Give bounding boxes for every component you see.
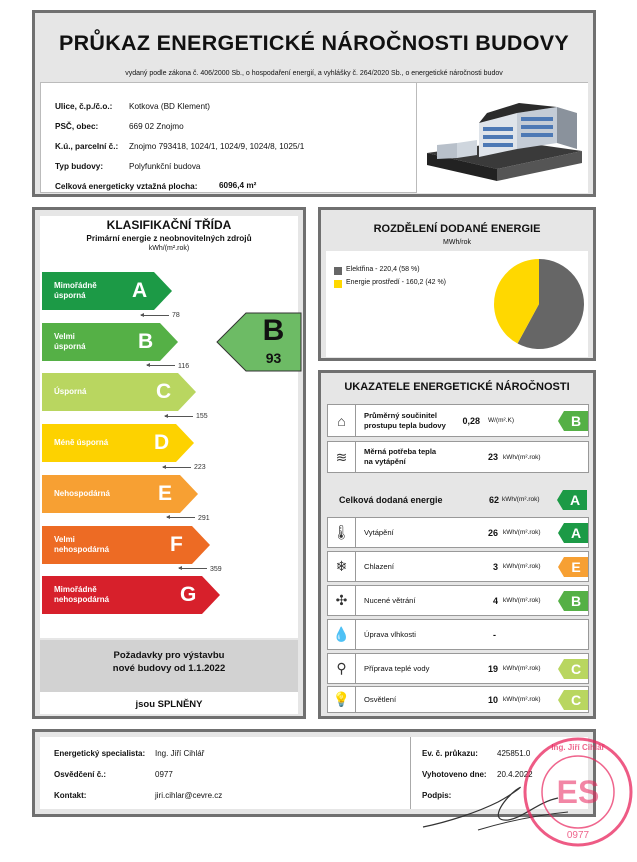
indicator-row bbox=[327, 517, 589, 548]
legend-environment: Energie prostředí - 160,2 (42 %) bbox=[346, 279, 446, 286]
area-label: Celková energeticky vztažná plocha: bbox=[55, 182, 198, 191]
class-threshold: 155 bbox=[165, 413, 208, 420]
svg-text:ES: ES bbox=[556, 774, 600, 810]
class-label: Nehospodárná bbox=[54, 488, 111, 498]
requirement-result: jsou SPLNĚNY bbox=[135, 699, 203, 710]
issued-value: 20.4.2022 bbox=[497, 770, 533, 779]
class-letter: E bbox=[158, 481, 173, 505]
indicator-value: 4 bbox=[492, 595, 498, 606]
class-bar-a bbox=[42, 272, 173, 310]
class-threshold: 223 bbox=[163, 464, 206, 471]
indicator-value: 0,28 bbox=[462, 415, 480, 426]
distribution-panel bbox=[318, 207, 596, 361]
type-label: Typ budovy: bbox=[55, 162, 104, 171]
indicator-value: - bbox=[493, 629, 496, 640]
class-bar-f bbox=[42, 526, 211, 564]
distribution-unit: MWh/rok bbox=[443, 239, 471, 246]
faucet-icon: ⚲ bbox=[328, 654, 356, 683]
issued-label: Vyhotoveno dne: bbox=[422, 770, 487, 779]
indicator-value: 3 bbox=[492, 561, 498, 572]
indicator-name: Průměrný součinitel prostupu tepla budovy bbox=[364, 410, 446, 430]
class-bar-b bbox=[42, 323, 179, 361]
indicator-class-letter: A bbox=[570, 524, 582, 541]
cert-value: 0977 bbox=[155, 770, 173, 779]
indicator-value: 23 bbox=[487, 452, 498, 462]
result-class-value: 93 bbox=[265, 350, 282, 366]
indicator-unit: kWh/(m².rok) bbox=[503, 529, 541, 536]
class-letter: B bbox=[138, 329, 154, 353]
legend-swatch-electricity bbox=[334, 267, 342, 275]
class-bar-g bbox=[42, 576, 221, 614]
class-letter: D bbox=[154, 431, 170, 455]
indicator-class-letter: E bbox=[571, 558, 581, 575]
legend-electricity: Elektřina - 220,4 (58 %) bbox=[346, 266, 420, 273]
indicator-class-badge bbox=[558, 591, 588, 611]
type-value: Polyfunkční budova bbox=[129, 162, 201, 171]
contact-label: Kontakt: bbox=[54, 791, 87, 800]
indicator-row bbox=[327, 404, 589, 437]
indicator-name: Měrná potřeba tepla na vytápění bbox=[364, 447, 437, 466]
indicator-row bbox=[327, 653, 589, 684]
result-class-badge bbox=[216, 312, 302, 372]
indicator-value: 10 bbox=[487, 694, 498, 705]
legend-swatch-environment bbox=[334, 280, 342, 288]
distribution-chart-area bbox=[326, 251, 588, 357]
classification-unit: kWh/(m².rok) bbox=[148, 245, 190, 252]
indicator-class-badge bbox=[558, 411, 588, 431]
specialist-stamp bbox=[522, 736, 634, 848]
indicator-value: 19 bbox=[487, 663, 498, 674]
indicator-value: 26 bbox=[487, 527, 498, 538]
indicator-name: Chlazení bbox=[364, 561, 394, 571]
indicator-row bbox=[327, 619, 589, 650]
indicator-class-badge bbox=[558, 659, 588, 679]
class-label: Velmi úsporná bbox=[54, 331, 86, 351]
building-icon bbox=[417, 83, 589, 193]
class-threshold: 78 bbox=[141, 312, 180, 319]
classification-title: KLASIFIKAČNÍ TŘÍDA bbox=[106, 218, 232, 232]
psc-value: 669 02 Znojmo bbox=[129, 122, 184, 131]
lightbulb-icon: 💡 bbox=[328, 687, 356, 712]
snowflake-icon: ❄ bbox=[328, 552, 356, 581]
indicator-name: Příprava teplé vody bbox=[364, 663, 430, 673]
area-value: 6096,4 m² bbox=[219, 181, 257, 190]
thermometer-icon: 🌡 bbox=[328, 518, 356, 547]
ev-label: Ev. č. průkazu: bbox=[422, 749, 478, 758]
class-threshold: 116 bbox=[147, 363, 189, 370]
indicator-value: 62 bbox=[488, 494, 499, 505]
ku-value: Znojmo 793418, 1024/1, 1024/9, 1024/8, 1025/1 bbox=[129, 142, 305, 151]
class-label: Mimořádně nehospodárná bbox=[54, 585, 110, 605]
indicator-unit: kWh/(m².rok) bbox=[503, 696, 541, 703]
indicator-name: Vytápění bbox=[364, 527, 394, 537]
indicator-class-letter: A bbox=[569, 491, 581, 508]
header-panel bbox=[32, 10, 596, 197]
indicator-row bbox=[327, 485, 589, 514]
class-label: Velmi nehospodárná bbox=[54, 534, 110, 554]
class-threshold: 359 bbox=[179, 566, 222, 573]
indicator-class-badge bbox=[558, 523, 588, 543]
class-label: Úsporná bbox=[54, 387, 87, 397]
indicators-title: UKAZATELE ENERGETICKÉ NÁROČNOSTI bbox=[344, 381, 570, 393]
class-label: Mimořádně úsporná bbox=[54, 281, 97, 300]
distribution-title: ROZDĚLENÍ DODANÉ ENERGIE bbox=[373, 223, 541, 235]
sign-label: Podpis: bbox=[422, 791, 452, 800]
class-bar-d bbox=[42, 424, 195, 462]
indicator-class-letter: C bbox=[570, 691, 582, 708]
class-letter: F bbox=[170, 532, 183, 556]
street-label: Ulice, č.p./č.o.: bbox=[55, 102, 113, 111]
requirement-line1: Požadavky pro výstavbu bbox=[113, 650, 225, 661]
indicator-name: Celková dodaná energie bbox=[339, 494, 443, 505]
class-letter: C bbox=[156, 380, 172, 404]
ev-value: 425851.0 bbox=[497, 749, 531, 758]
page-subtitle: vydaný podle zákona č. 406/2000 Sb., o hospodaření energií, a vyhlášky č. 264/2020 Sb., o energetické náročnosti budov bbox=[125, 70, 503, 77]
indicator-unit: kWh/(m².rok) bbox=[502, 496, 540, 503]
indicator-row bbox=[327, 585, 589, 616]
indicator-class-letter: B bbox=[570, 412, 582, 429]
indicator-unit: W/(m².K) bbox=[488, 417, 514, 424]
building-illustration bbox=[416, 83, 588, 193]
psc-label: PSČ, obec: bbox=[55, 122, 99, 131]
classification-panel bbox=[32, 207, 306, 719]
indicator-row bbox=[327, 686, 589, 713]
house-envelope-icon: ⌂ bbox=[328, 405, 356, 436]
indicator-class-badge bbox=[558, 557, 588, 577]
specialist-value: Ing. Jiří Cihlář bbox=[155, 749, 205, 758]
fan-icon: ✣ bbox=[328, 586, 356, 615]
indicator-row bbox=[327, 441, 589, 473]
requirement-box bbox=[40, 640, 298, 692]
indicator-unit: kWh/(m².rok) bbox=[503, 665, 541, 672]
humidity-icon: 💧 bbox=[328, 620, 356, 649]
requirement-result-box bbox=[40, 692, 298, 714]
svg-text:0977: 0977 bbox=[566, 830, 590, 841]
indicator-class-badge bbox=[558, 690, 588, 710]
class-threshold: 291 bbox=[167, 515, 210, 522]
street-value: Kotkova (BD Klement) bbox=[129, 102, 210, 111]
indicator-unit: kWh/(m².rok) bbox=[503, 453, 541, 461]
class-letter: G bbox=[180, 583, 197, 607]
address-box bbox=[40, 82, 588, 193]
distribution-pie bbox=[493, 258, 585, 350]
indicator-class-letter: B bbox=[570, 592, 582, 609]
svg-text:Ing. Jiří Cihlář: Ing. Jiří Cihlář bbox=[551, 743, 605, 752]
indicator-unit: kWh/(m².rok) bbox=[503, 563, 541, 570]
indicator-unit: kWh/(m².rok) bbox=[503, 597, 541, 604]
indicator-name: Úprava vlhkosti bbox=[364, 629, 416, 639]
indicator-row bbox=[327, 551, 589, 582]
class-letter: A bbox=[132, 279, 148, 302]
cert-label: Osvědčení č.: bbox=[54, 770, 107, 779]
ku-label: K.ú., parcelní č.: bbox=[55, 142, 119, 151]
result-class-letter: B bbox=[262, 314, 285, 347]
class-bar-c bbox=[42, 373, 197, 411]
contact-value: jiri.cihlar@cevre.cz bbox=[155, 791, 223, 800]
classification-subtitle: Primární energie z neobnovitelných zdrojů bbox=[86, 234, 252, 243]
indicator-class-letter: C bbox=[570, 660, 582, 677]
requirement-line2: nové budovy od 1.1.2022 bbox=[112, 663, 226, 674]
specialist-label: Energetický specialista: bbox=[54, 749, 146, 758]
page-title: PRŮKAZ ENERGETICKÉ NÁROČNOSTI BUDOVY bbox=[58, 31, 570, 55]
class-bar-e bbox=[42, 475, 199, 513]
heat-demand-icon: ≋ bbox=[328, 442, 356, 472]
indicators-panel bbox=[318, 370, 596, 719]
indicator-class-badge bbox=[557, 490, 587, 510]
footer-divider bbox=[410, 737, 411, 809]
indicator-name: Nucené větrání bbox=[364, 595, 416, 605]
class-label: Méně úsporná bbox=[54, 438, 109, 448]
indicator-name: Osvětlení bbox=[364, 694, 397, 704]
